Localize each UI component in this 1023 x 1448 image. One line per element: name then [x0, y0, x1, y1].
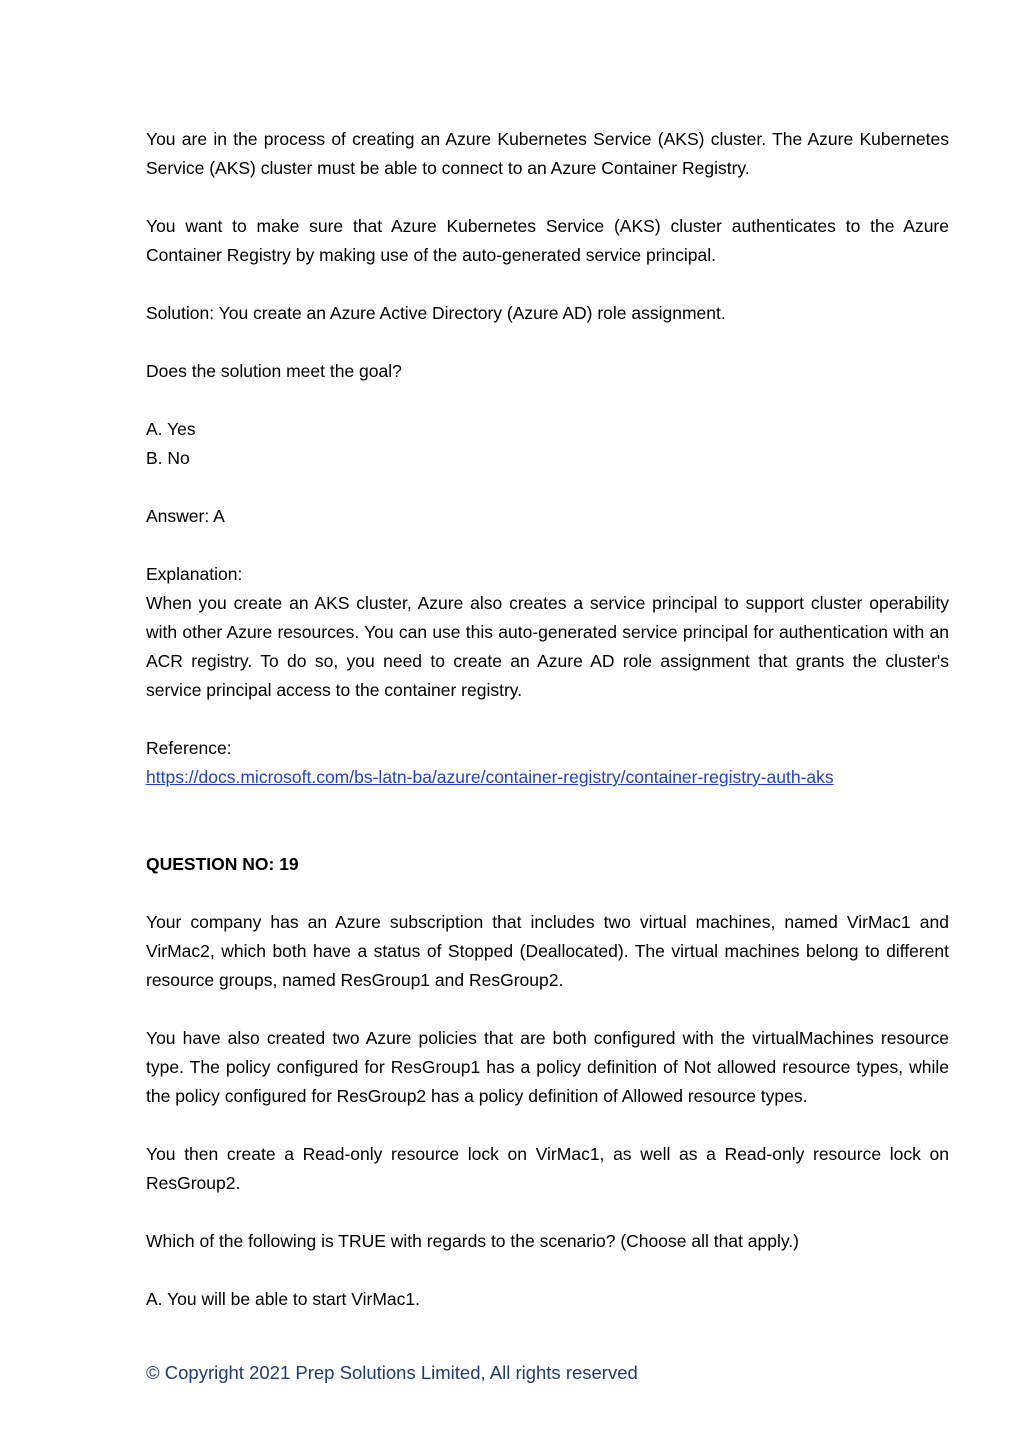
question-heading: QUESTION NO: 19 [146, 854, 299, 874]
option-a: A. Yes [146, 419, 196, 439]
solution-text: Solution: You create an Azure Active Directory (Azure AD) role assignment. [146, 303, 726, 323]
question-prompt: Does the solution meet the goal? [146, 361, 402, 381]
option-b: B. No [146, 448, 190, 468]
reference-link[interactable]: https://docs.microsoft.com/bs-latn-ba/azure/container-registry/container-registry-auth-aks [146, 767, 834, 787]
q19-paragraph-1: Your company has an Azure subscription that includes two virtual machines, named VirMac1 and VirMac2, which both have a status of Stopped (Deallocated). The virtual machines belong to different resource groups, named ResGroup1 and ResGroup2. [146, 912, 949, 990]
answer-options [146, 415, 949, 473]
explanation-text: When you create an AKS cluster, Azure also creates a service principal to support cluster operability with other Azure resources. You can use this auto-generated service principal for authentication with an ACR registry. To do so, you need to create an Azure AD role assignment that grants the cluster's service principal access to the container registry. [146, 593, 949, 700]
explanation-block [146, 560, 949, 705]
q19-paragraph-3: You then create a Read-only resource lock on VirMac1, as well as a Read-only resource lock on ResGroup2. [146, 1144, 949, 1193]
section-spacer [146, 821, 949, 850]
scenario-paragraph-2: You want to make sure that Azure Kubernetes Service (AKS) cluster authenticates to the Azure Container Registry by making use of the auto-generated service principal. [146, 216, 949, 265]
q19-option-a: A. You will be able to start VirMac1. [146, 1289, 420, 1309]
scenario-paragraph-1: You are in the process of creating an Azure Kubernetes Service (AKS) cluster. The Azure Kubernetes Service (AKS) cluster must be able to connect to an Azure Container Registry. [146, 129, 949, 178]
answer-text: Answer: A [146, 506, 225, 526]
reference-block [146, 734, 949, 792]
copyright-footer: © Copyright 2021 Prep Solutions Limited, All rights reserved [146, 1362, 638, 1383]
q19-paragraph-2: You have also created two Azure policies that are both configured with the virtualMachines resource type. The policy configured for ResGroup1 has a policy definition of Not allowed resource types, while the policy configured for ResGroup2 has a policy definition of Allowed resource types. [146, 1028, 949, 1106]
document-page [146, 125, 949, 1314]
explanation-label: Explanation: [146, 564, 243, 584]
reference-label: Reference: [146, 738, 232, 758]
q19-prompt: Which of the following is TRUE with regards to the scenario? (Choose all that apply.) [146, 1231, 799, 1251]
